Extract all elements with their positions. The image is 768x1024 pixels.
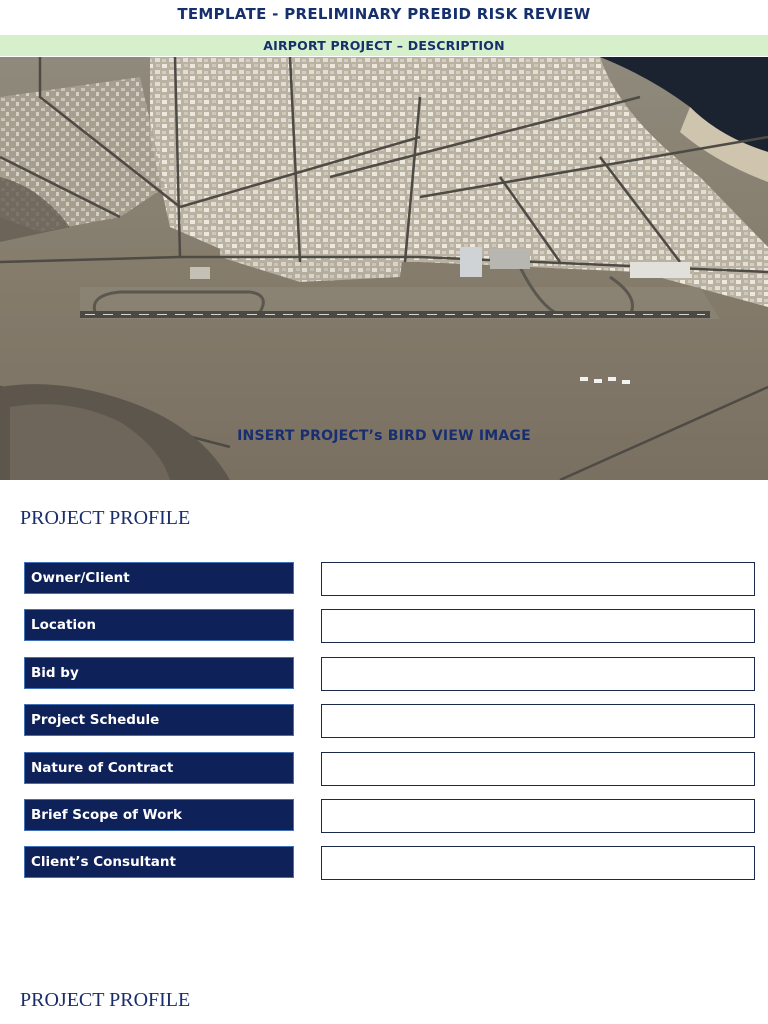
- location-field[interactable]: [321, 609, 755, 643]
- nature-of-contract-field[interactable]: [321, 752, 755, 786]
- profile-label-location: Location: [24, 609, 294, 641]
- profile-label-clients-consultant: Client’s Consultant: [24, 846, 294, 878]
- profile-row: [0, 609, 768, 645]
- owner-client-field[interactable]: [321, 562, 755, 596]
- section-heading-project-profile: PROJECT PROFILE: [20, 507, 191, 529]
- profile-row: [0, 752, 768, 788]
- section-heading-project-profile-2: PROJECT PROFILE: [20, 989, 191, 1011]
- profile-row: [0, 799, 768, 835]
- profile-label-owner-client: Owner/Client: [24, 562, 294, 594]
- section-subtitle-bar: AIRPORT PROJECT – DESCRIPTION: [0, 35, 768, 56]
- aerial-photo-placeholder: [0, 57, 768, 480]
- profile-label-nature-of-contract: Nature of Contract: [24, 752, 294, 784]
- profile-row: [0, 562, 768, 598]
- profile-label-project-schedule: Project Schedule: [24, 704, 294, 736]
- brief-scope-of-work-field[interactable]: [321, 799, 755, 833]
- bird-view-image: [0, 57, 768, 480]
- document-title: TEMPLATE - PRELIMINARY PREBID RISK REVIEW: [177, 5, 591, 23]
- project-schedule-field[interactable]: [321, 704, 755, 738]
- bid-by-field[interactable]: [321, 657, 755, 691]
- clients-consultant-field[interactable]: [321, 846, 755, 880]
- profile-row: [0, 846, 768, 882]
- profile-row: [0, 704, 768, 740]
- profile-label-brief-scope-of-work: Brief Scope of Work: [24, 799, 294, 831]
- image-caption: INSERT PROJECT’s BIRD VIEW IMAGE: [237, 428, 531, 444]
- profile-row: [0, 657, 768, 693]
- profile-label-bid-by: Bid by: [24, 657, 294, 689]
